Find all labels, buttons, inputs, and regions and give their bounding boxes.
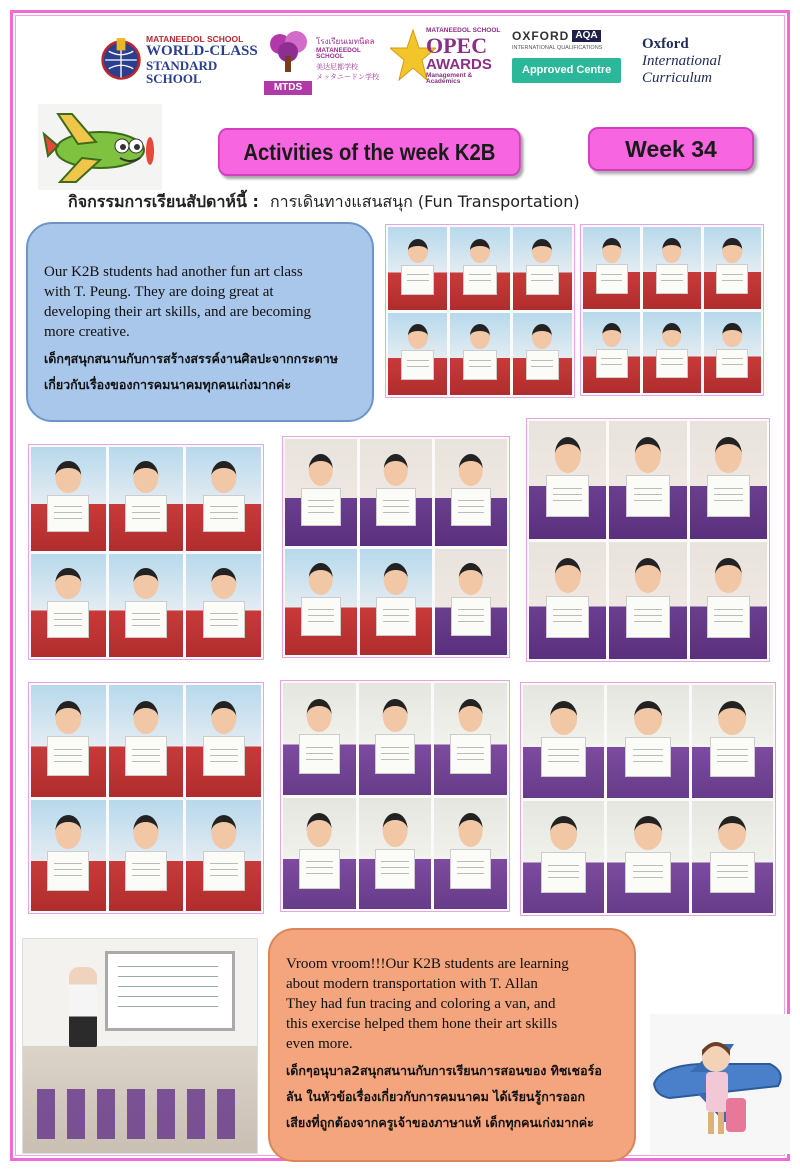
- student-photo: [186, 800, 261, 912]
- student-photo: [109, 800, 184, 912]
- oxford-curriculum-line1: Oxford: [642, 36, 689, 52]
- mtds-logo: [264, 26, 384, 92]
- activity-subtitle: [68, 190, 580, 215]
- student-photo: [360, 439, 432, 546]
- student-photo: [513, 227, 572, 310]
- art-class-en-2: with T. Peung. They are doing great at: [44, 284, 274, 300]
- oxford-curriculum-line2: International: [642, 53, 722, 69]
- oxford-aqa-oxford: OXFORD: [512, 29, 570, 43]
- student-photo: [186, 685, 261, 797]
- mtds-line2: MATANEEDOL SCHOOL: [316, 46, 361, 60]
- activity-subtitle-value: การเดินทางแสนสนุก (Fun Transportation): [269, 192, 580, 211]
- art-class-description: [26, 222, 374, 422]
- student-photo: [523, 685, 604, 798]
- student-photo: [31, 447, 106, 551]
- student-photo: [434, 798, 507, 910]
- student-photo: [283, 683, 356, 795]
- student-photo: [109, 554, 184, 658]
- english-class-en-3: They had fun tracing and coloring a van, and: [286, 996, 556, 1012]
- photo-collage-6: [28, 682, 264, 914]
- whiteboard: [105, 951, 235, 1031]
- art-class-en-4: more creative.: [44, 324, 130, 340]
- student-photo: [31, 685, 106, 797]
- english-class-description: [268, 928, 636, 1162]
- art-class-en-1: Our K2B students had another fun art class: [44, 264, 303, 280]
- photo-collage-7: [280, 680, 510, 912]
- airplane-icon: [38, 104, 162, 190]
- student-photo: [643, 312, 700, 394]
- art-class-th-1: เด็กๆสนุกสนานกับการสร้างสรรค์งานศิลปะจากกระดาษ: [44, 351, 339, 366]
- oxford-aqa-logo: [512, 30, 634, 92]
- week-badge: Week 34: [588, 127, 754, 171]
- oxford-curriculum-line3: Curriculum: [642, 70, 713, 86]
- student-photo: [109, 685, 184, 797]
- student-photo: [690, 542, 767, 660]
- student-photo: [607, 685, 688, 798]
- student-photo: [609, 542, 686, 660]
- tree-emblem-icon: [264, 28, 312, 74]
- teacher-figure: [69, 967, 97, 1047]
- photo-collage-4: [282, 436, 510, 658]
- student-photo: [109, 447, 184, 551]
- english-class-en-4: this exercise helped them hone their art skills: [286, 1016, 558, 1032]
- student-photo: [450, 313, 509, 396]
- oxford-aqa-aqa: AQA: [572, 30, 600, 42]
- english-class-th-2: ลัน ในหัวข้อเรื่องเกี่ยวกับการคมนาคม ได้เรียนรู้การออก: [286, 1089, 586, 1104]
- student-photo: [31, 554, 106, 658]
- art-class-th-2: เกี่ยวกับเรื่องของการคมนาคมทุกคนเก่งมากค่ะ: [44, 377, 292, 392]
- mtds-line1: โรงเรียนเมทนีดล: [316, 36, 375, 46]
- photo-collage-5: [526, 418, 770, 662]
- world-class-line1: MATANEEDOL SCHOOL: [146, 34, 244, 45]
- student-photo: [513, 313, 572, 396]
- traveler-illustration: [650, 1014, 790, 1154]
- mtds-line4: メッタニードン学校: [316, 73, 379, 81]
- student-photo: [31, 800, 106, 912]
- oxford-curriculum-logo: [642, 36, 752, 88]
- student-photo: [692, 801, 773, 914]
- art-class-en-3: developing their art skills, and are becoming: [44, 304, 312, 320]
- student-photo: [388, 227, 447, 310]
- oxford-aqa-line2: INTERNATIONAL QUALIFICATIONS: [512, 45, 603, 51]
- opec-line1: MATANEEDOL SCHOOL: [426, 27, 501, 34]
- student-photo: [690, 421, 767, 539]
- photo-collage-8: [520, 682, 776, 916]
- student-photo: [529, 421, 606, 539]
- student-photo: [359, 683, 432, 795]
- student-photo: [704, 312, 761, 394]
- english-class-en-5: even more.: [286, 1036, 353, 1052]
- mtds-line3: 美达尼都学校: [316, 63, 358, 71]
- classroom-photo: [22, 938, 258, 1154]
- student-photo: [283, 798, 356, 910]
- photo-collage-2: [580, 224, 764, 396]
- student-photo: [529, 542, 606, 660]
- activity-subtitle-label: กิจกรรมการเรียนสัปดาห์นี้ :: [68, 192, 259, 211]
- english-class-th-3: เสียงที่ถูกต้องจากครูเจ้าของภาษาแท้ เด็กทุกคนเก่งมากค่ะ: [286, 1115, 594, 1130]
- student-photo: [643, 227, 700, 309]
- students-seated: [37, 1089, 247, 1139]
- world-class-line2: WORLD-CLASS: [146, 42, 258, 59]
- english-class-en-2: about modern transportation with T. Allan: [286, 976, 538, 992]
- student-photo: [435, 439, 507, 546]
- world-class-logo: [100, 30, 260, 90]
- student-photo: [704, 227, 761, 309]
- photo-collage-1: [385, 224, 575, 398]
- photo-collage-3: [28, 444, 264, 660]
- student-photo: [583, 227, 640, 309]
- student-photo: [609, 421, 686, 539]
- english-class-en-1: Vroom vroom!!!Our K2B students are learning: [286, 956, 569, 972]
- approved-centre-badge: Approved Centre: [512, 58, 621, 83]
- student-photo: [583, 312, 640, 394]
- mtds-badge: MTDS: [264, 81, 312, 95]
- page-title: Activities of the week K2B: [218, 128, 521, 176]
- world-class-line3: STANDARD SCHOOL: [146, 57, 218, 86]
- opec-line2: OPEC: [426, 32, 488, 58]
- student-photo: [285, 439, 357, 546]
- student-photo: [388, 313, 447, 396]
- student-photo: [692, 685, 773, 798]
- student-photo: [359, 798, 432, 910]
- student-photo: [186, 447, 261, 551]
- student-photo: [523, 801, 604, 914]
- opec-awards-logo: [390, 28, 502, 90]
- student-photo: [450, 227, 509, 310]
- globe-emblem-icon: [100, 32, 142, 88]
- student-photo: [607, 801, 688, 914]
- opec-line4: Management & Academics: [426, 71, 473, 85]
- opec-line3: AWARDS: [426, 55, 492, 73]
- student-photo: [434, 683, 507, 795]
- cartoon-airplane-image: [38, 104, 162, 190]
- student-photo: [435, 549, 507, 656]
- airplane-traveler-icon: [650, 1014, 790, 1154]
- english-class-th-1: เด็กๆอนุบาล2สนุกสนานกับการเรียนการสอนของ ทิชเชอร์อ: [286, 1063, 602, 1078]
- student-photo: [285, 549, 357, 656]
- student-photo: [186, 554, 261, 658]
- student-photo: [360, 549, 432, 656]
